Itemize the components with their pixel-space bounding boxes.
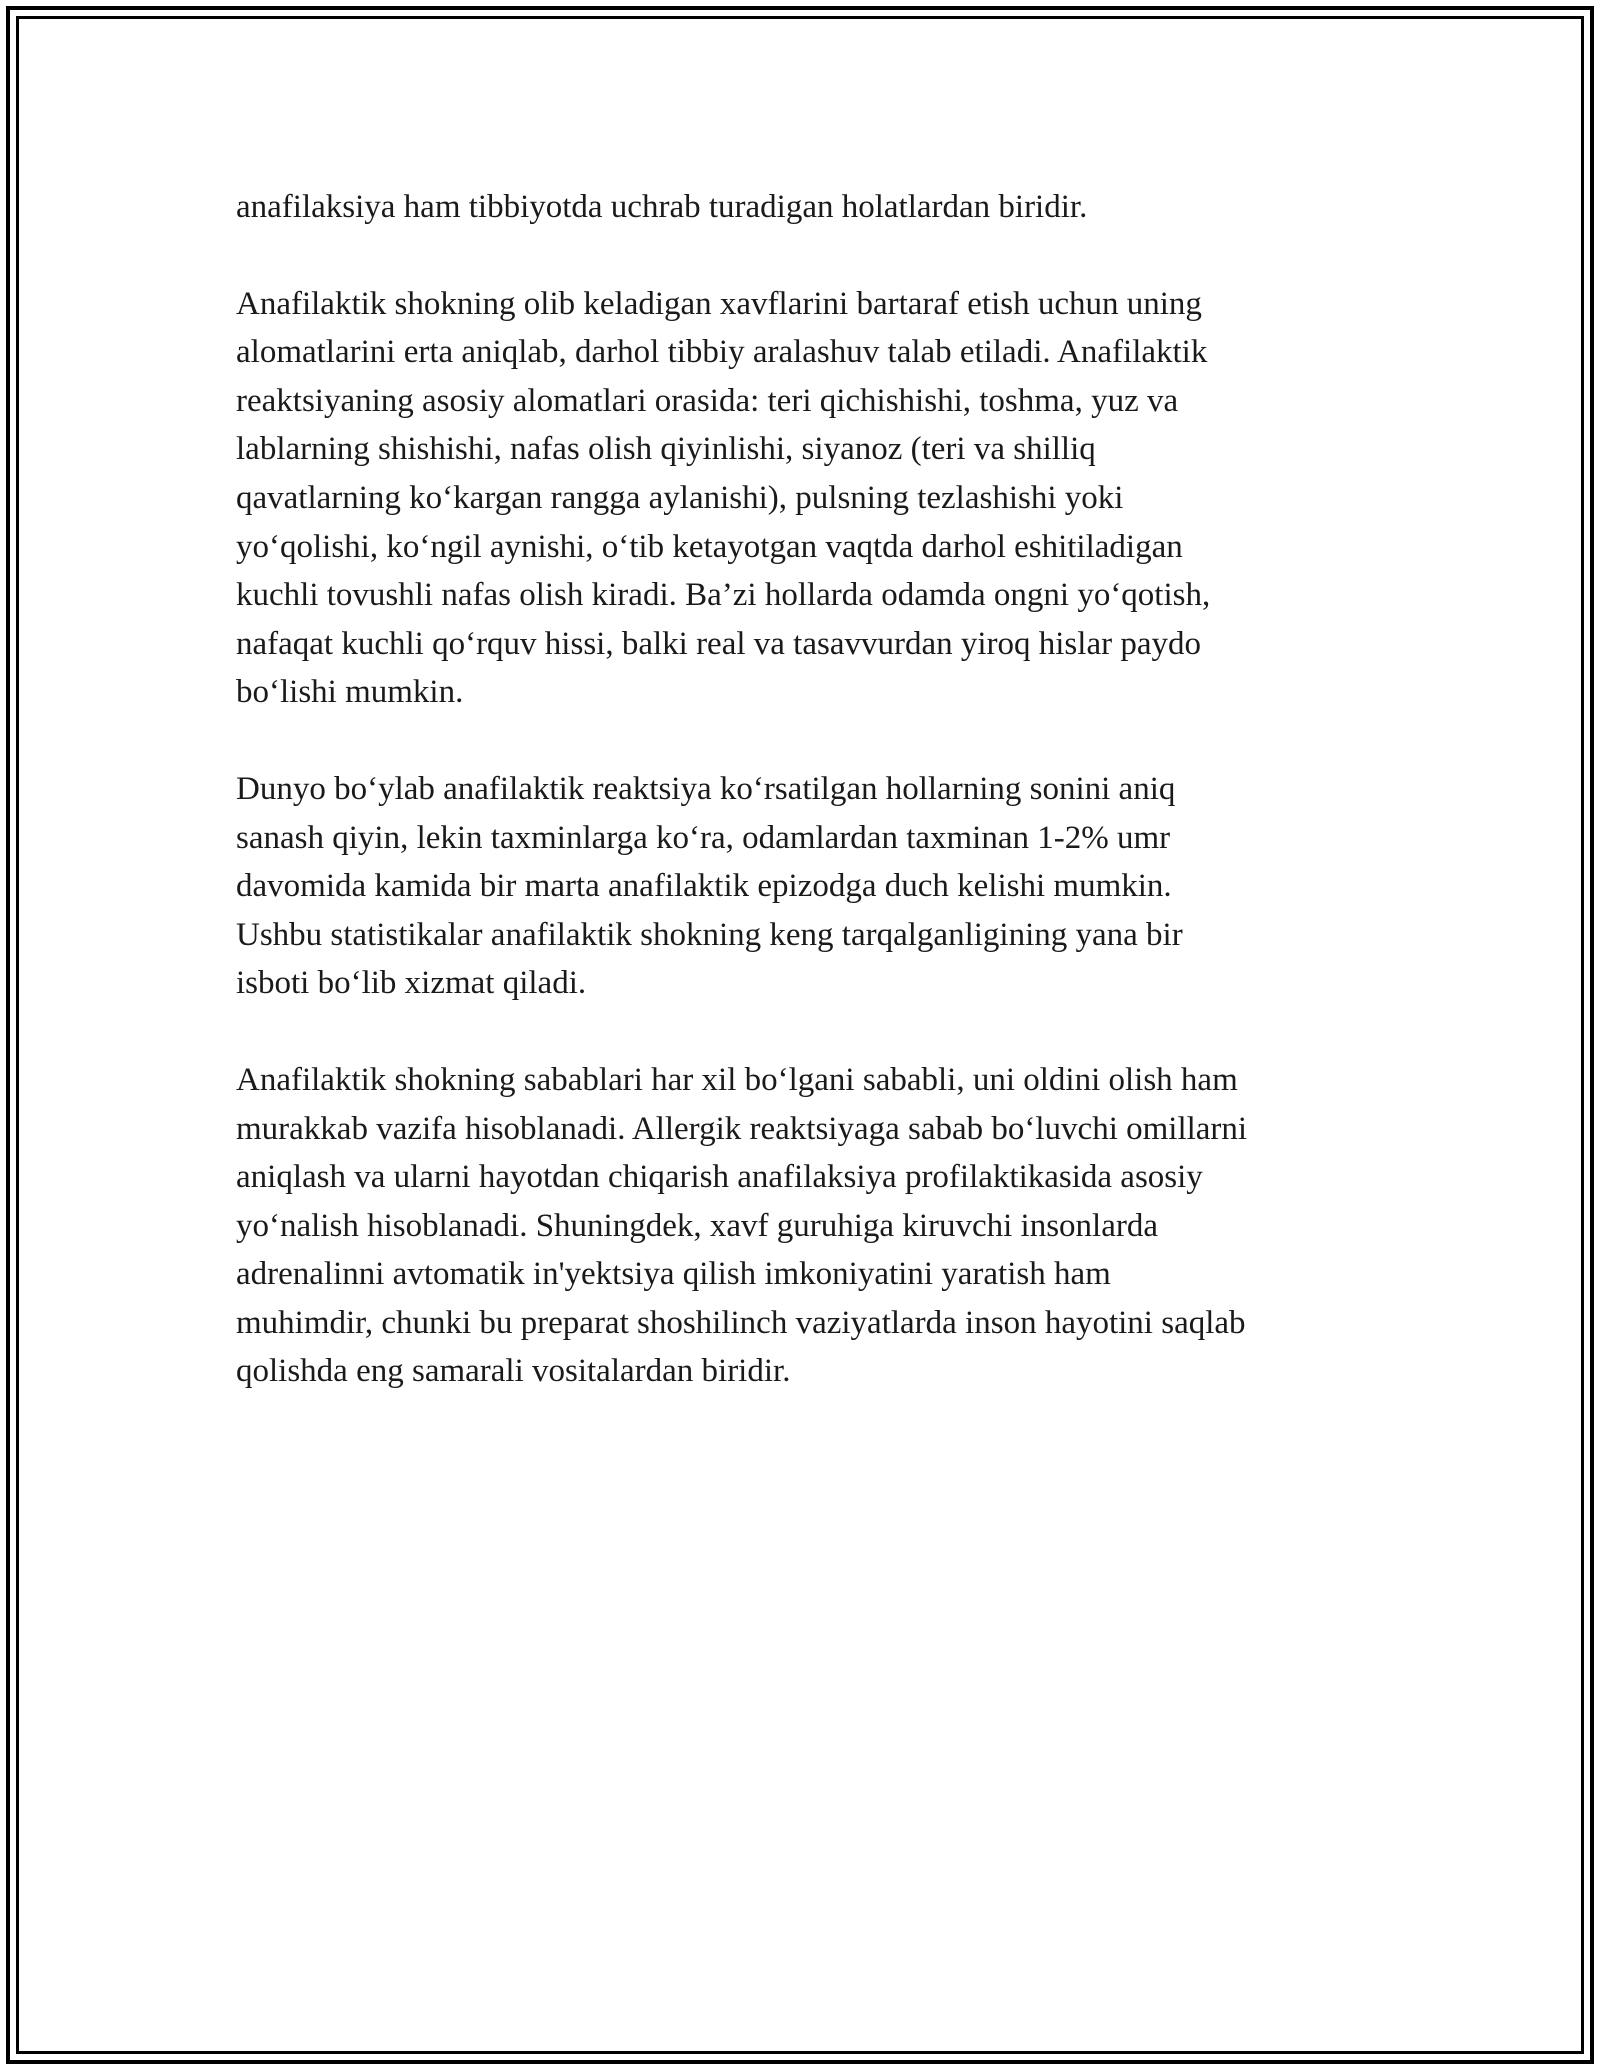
paragraph-1: anafilaksiya ham tibbiyotda uchrab turadigan holatlardan biridir.: [236, 189, 1088, 225]
paragraph-2: Anafilaktik shokning olib keladigan xavflarini bartaraf etish uchun uning alomatlarini erta aniqlab, darhol tibbiy aralashuv talab etiladi. Anafilaktik reaktsiyaning asosiy alomatlari orasida: teri qichishishi, toshma, yuz va lablarning shishishi, nafas olish qiyinlishi, siyanoz (teri va shilliq qavatlarning ko‘kargan rangga aylanishi), pulsning tezlashishi yoki yo‘qolishi, ko‘ngil aynishi, o‘tib ketayotgan vaqtda darhol eshitiladigan kuchli tovushli nafas olish kiradi. Ba’zi hollarda odamda ongni yo‘qotish, nafaqat kuchli qo‘rquv hissi, balki real va tasavvurdan yiroq hislar paydo bo‘lishi mumkin.: [236, 285, 1211, 711]
paragraph-3: Dunyo bo‘ylab anafilaktik reaktsiya ko‘rsatilgan hollarning sonini aniq sanash qiyin, lekin taxminlarga ko‘ra, odamlardan taxminan 1-2% umr davomida kamida bir marta anafilaktik epizodga duch kelishi mumkin. Ushbu statistikalar anafilaktik shokning keng tarqalganligining yana bir isboti bo‘lib xizmat qiladi.: [236, 770, 1183, 1002]
paragraph-4: Anafilaktik shokning sabablari har xil bo‘lgani sababli, uni oldini olish ham murakkab vazifa hisoblanadi. Allergik reaktsiyaga sabab bo‘luvchi omillarni aniqlash va ularni hayotdan chiqarish anafilaksiya profilaktikasida asosiy yo‘nalish hisoblanadi. Shuningdek, xavf guruhiga kiruvchi insonlarda adrenalinni avtomatik in'yektsiya qilish imkoniyatini yaratish ham muhimdir, chunki bu preparat shoshilinch vaziyatlarda inson hayotini saqlab qolishda eng samarali vositalardan biridir.: [236, 1061, 1248, 1390]
document-body: [236, 183, 1366, 1444]
